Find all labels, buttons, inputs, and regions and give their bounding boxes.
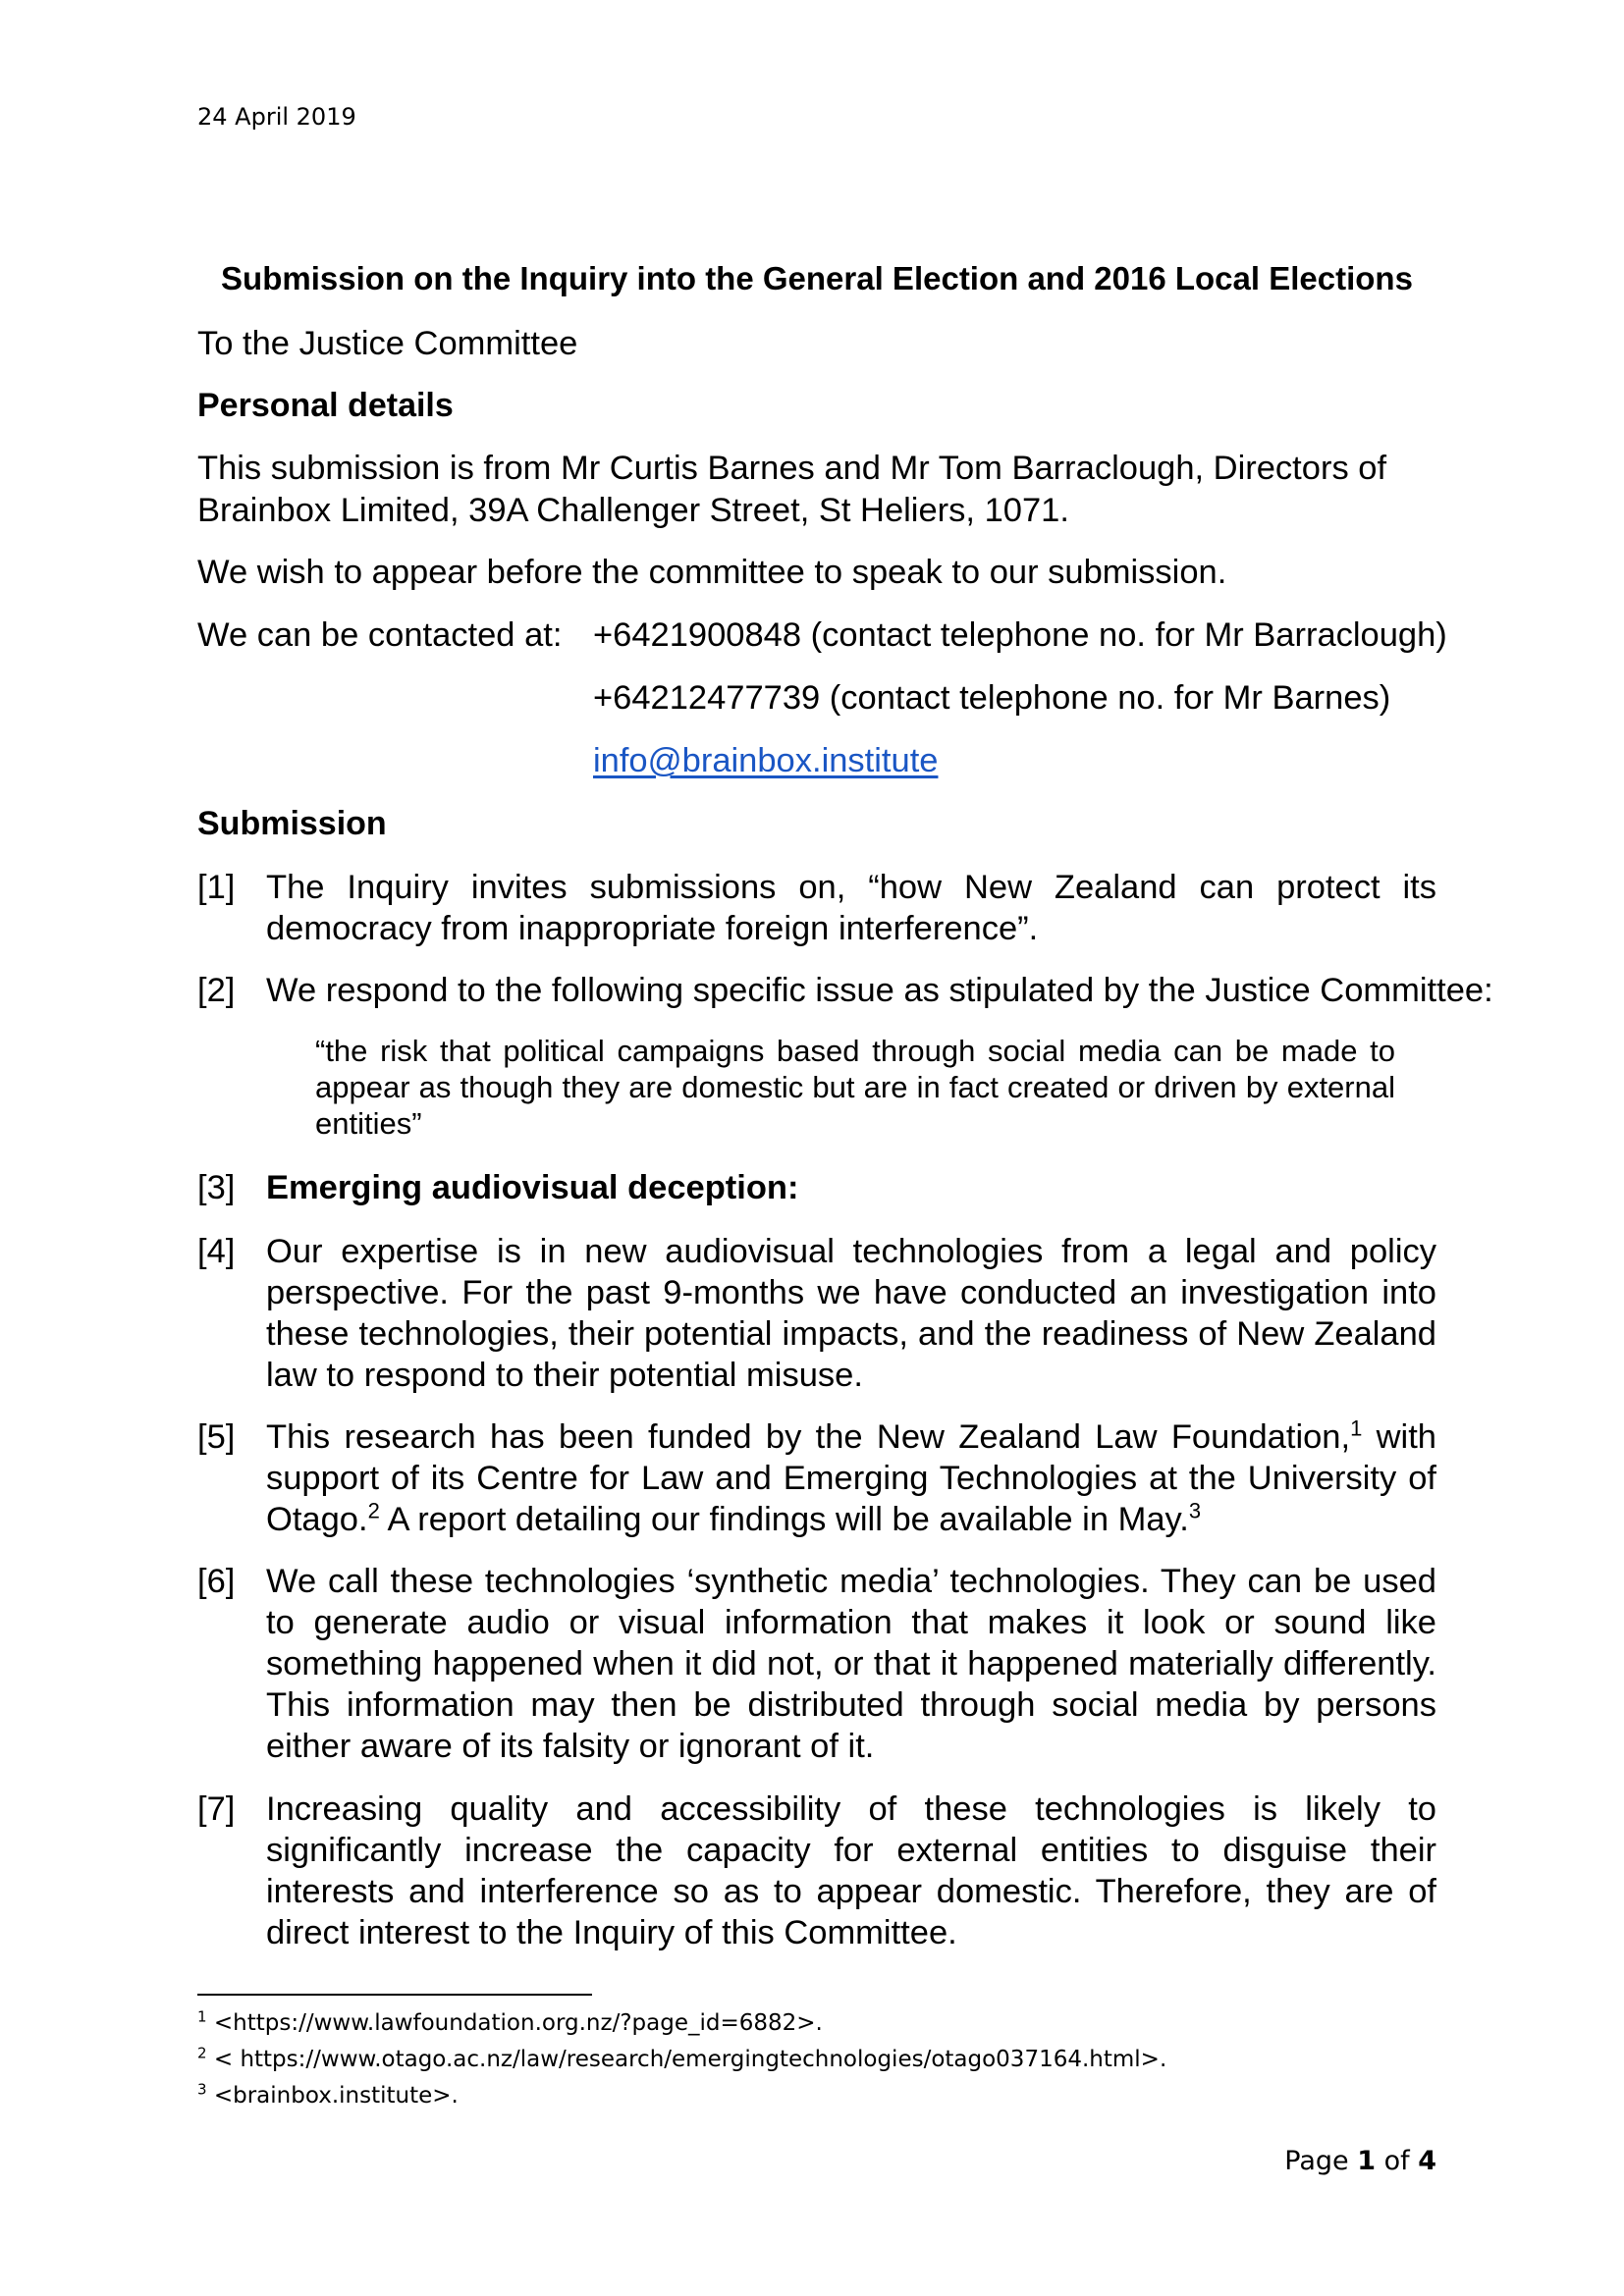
paragraph-6 — [197, 1561, 1436, 1767]
footnote-2 — [197, 2045, 1166, 2074]
footnote-number: 1 — [197, 2007, 207, 2026]
footnote-3 — [197, 2081, 459, 2110]
page-number — [1284, 2145, 1436, 2178]
paragraph-2 — [197, 970, 1493, 1011]
contact-phone-barraclough: +6421900848 (contact telephone no. for Mr Barraclough) — [593, 616, 1447, 654]
page-total: 4 — [1418, 2146, 1436, 2176]
paragraph-4 — [197, 1231, 1436, 1396]
paragraph-1 — [197, 867, 1436, 949]
submission-heading: Submission — [197, 805, 387, 842]
block-quote: “the risk that political campaigns based through social media can be made to appear as though they are domestic but are in fact created or driven by external entities” — [315, 1034, 1395, 1141]
paragraph-5 — [197, 1416, 1436, 1540]
footnote-separator — [197, 1994, 592, 1996]
paragraph-text — [266, 1416, 1436, 1540]
paragraph-number: [4] — [197, 1233, 236, 1270]
paragraph-text-part: with support of its Centre for Law and Emerging Technologies at the University of Otago. — [266, 1418, 1436, 1538]
page-separator: of — [1376, 2146, 1419, 2176]
document-title: Submission on the Inquiry into the General Election and 2016 Local Elections — [221, 260, 1413, 296]
paragraph-heading: Emerging audiovisual deception: — [266, 1169, 799, 1206]
contact-email-link[interactable]: info@brainbox.institute — [593, 742, 939, 779]
paragraph-3 — [197, 1167, 1436, 1208]
footnote-text: <https://www.lawfoundation.org.nz/?page_id=6882>. — [206, 2010, 823, 2036]
contact-phone-barnes: +64212477739 (contact telephone no. for Mr Barnes) — [593, 679, 1391, 717]
footnote-1 — [197, 2008, 823, 2038]
footnote-ref-1[interactable]: 1 — [1350, 1415, 1363, 1441]
appear-statement: We wish to appear before the committee to speak to our submission. — [197, 554, 1227, 591]
footnote-number: 3 — [197, 2080, 207, 2099]
paragraph-7 — [197, 1789, 1436, 1953]
addressee: To the Justice Committee — [197, 325, 578, 362]
paragraph-text: We call these technologies ‘synthetic media’ technologies. They can be used to generate audio or visual information that makes it look or sound like something happened when it did not, or that it happened materially differently. This information may then be distributed through social media by persons either aware of its falsity or ignorant of it. — [266, 1563, 1436, 1765]
paragraph-text: Our expertise is in new audiovisual technologies from a legal and policy perspective. For the past 9-months we have conducted an investigation into these technologies, their potential impacts, and the readiness of New Zealand law to respond to their potential misuse. — [266, 1233, 1436, 1394]
paragraph-text-part: This research has been funded by the New Zealand Law Foundation, — [266, 1418, 1351, 1456]
footnote-text: <brainbox.institute>. — [206, 2083, 459, 2109]
paragraph-number: [1] — [197, 869, 236, 906]
personal-details-line-2: Brainbox Limited, 39A Challenger Street, St Heliers, 1071. — [197, 492, 1069, 529]
paragraph-number: [5] — [197, 1418, 236, 1456]
footnote-number: 2 — [197, 2044, 207, 2062]
paragraph-number: [7] — [197, 1790, 236, 1828]
paragraph-number: [2] — [197, 972, 236, 1009]
document-date: 24 April 2019 — [197, 103, 356, 131]
paragraph-text-part: A report detailing our findings will be available in May. — [379, 1501, 1189, 1538]
personal-details-line-1: This submission is from Mr Curtis Barnes and Mr Tom Barraclough, Directors of — [197, 450, 1387, 487]
footnote-ref-2[interactable]: 2 — [367, 1498, 380, 1523]
footnote-text: < https://www.otago.ac.nz/law/research/emergingtechnologies/otago037164.html>. — [206, 2047, 1167, 2072]
page-current: 1 — [1357, 2146, 1376, 2176]
paragraph-number: [3] — [197, 1169, 236, 1206]
paragraph-text: Increasing quality and accessibility of these technologies is likely to significantly increase the capacity for external entities to disguise their interests and interference so as to appear domestic. Therefore, they are of direct interest to the Inquiry of this Committee. — [266, 1790, 1436, 1951]
contact-label: We can be contacted at: — [197, 616, 563, 654]
paragraph-text: We respond to the following specific issue as stipulated by the Justice Committee: — [266, 972, 1493, 1009]
personal-details-heading: Personal details — [197, 387, 454, 424]
paragraph-number: [6] — [197, 1563, 236, 1600]
page-prefix: Page — [1284, 2146, 1358, 2176]
footnote-ref-3[interactable]: 3 — [1188, 1498, 1202, 1523]
paragraph-text: The Inquiry invites submissions on, “how New Zealand can protect its democracy from inappropriate foreign interference”. — [266, 869, 1436, 947]
